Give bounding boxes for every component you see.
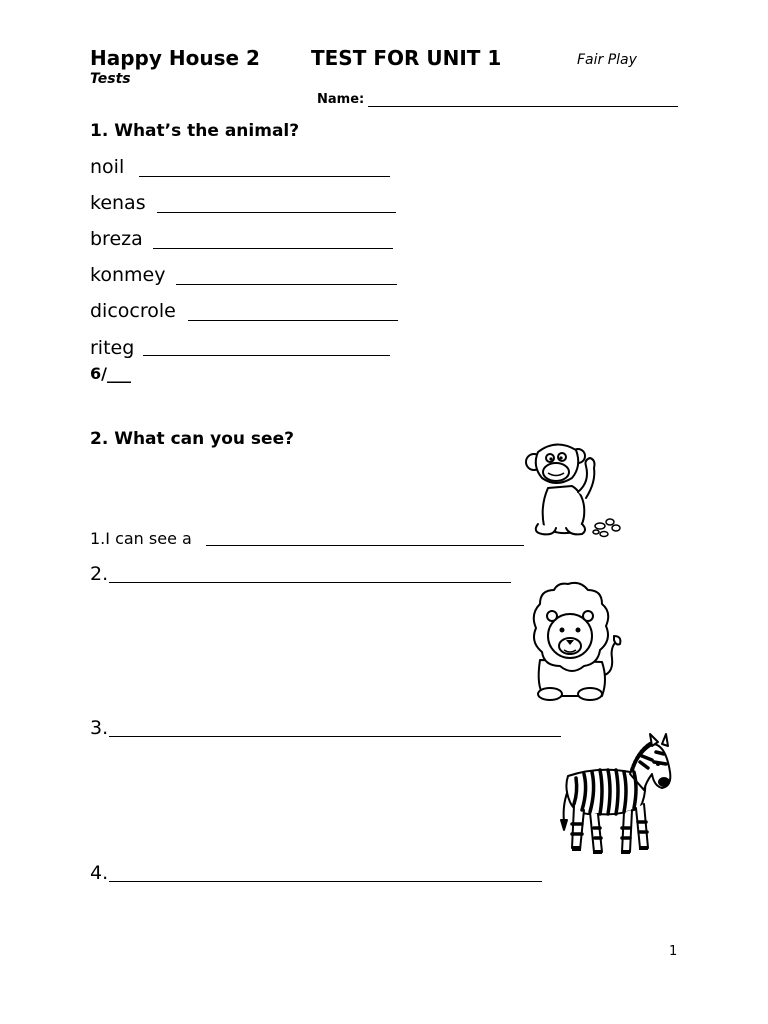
answer-line[interactable] [206,545,524,546]
sentence-number: 4. [90,862,109,884]
answer-line[interactable] [109,881,542,882]
worksheet-title: Happy House 2 [90,46,260,70]
scrambled-word: noil [90,156,125,178]
answer-line[interactable] [176,284,397,285]
section2-heading: 2. What can you see? [90,429,294,449]
answer-line[interactable] [139,176,390,177]
scrambled-word: riteg [90,337,135,359]
score-label: 6/___ [90,364,131,383]
name-label: Name: [317,92,365,107]
zebra-icon [558,732,676,860]
monkey-icon [526,436,624,540]
answer-line[interactable] [143,355,390,356]
answer-line[interactable] [157,212,396,213]
scrambled-word: konmey [90,264,166,286]
scrambled-word: kenas [90,192,146,214]
section1-heading: 1. What’s the animal? [90,121,300,141]
lion-icon [528,580,624,702]
name-answer-line[interactable] [368,106,678,107]
page-number: 1 [669,944,678,959]
scrambled-word: dicocrole [90,300,176,322]
subtitle-label: Tests [90,71,131,87]
sentence-number: 2. [90,563,109,585]
sentence-prompt: 1.I can see a [90,529,192,548]
answer-line[interactable] [109,736,561,737]
answer-line[interactable] [153,248,393,249]
test-title: TEST FOR UNIT 1 [311,46,502,70]
scrambled-word: breza [90,228,143,250]
answer-line[interactable] [188,320,398,321]
publisher-label: Fair Play [577,52,637,68]
answer-line[interactable] [109,582,511,583]
sentence-number: 3. [90,717,109,739]
